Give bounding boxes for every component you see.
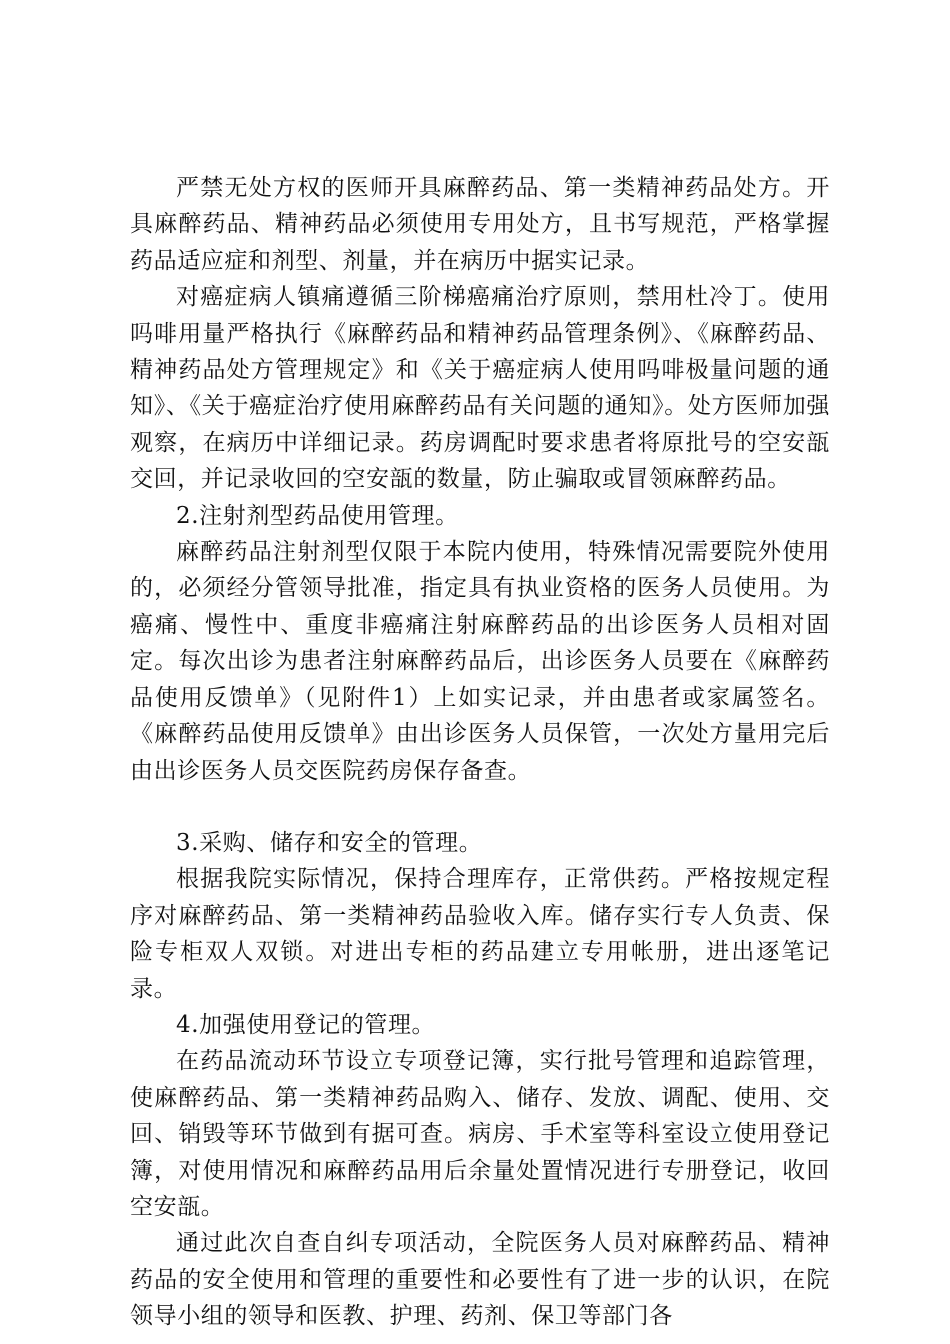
heading-injection-management: 2.注射剂型药品使用管理。 <box>176 502 459 529</box>
paragraph-summary: 通过此次自查自纠专项活动，全院医务人员对麻醉药品、精神药品的安全使用和管理的重要性和必要性有了进一步的认识，在院领导小组的领导和医教、护理、药剂、保卫等部门各 <box>130 1230 830 1330</box>
paragraph-injection-management: 麻醉药品注射剂型仅限于本院内使用，特殊情况需要院外使用的，必须经分管领导批准，指定具有执业资格的医务人员使用。为癌痛、慢性中、重度非癌痛注射麻醉药品的出诊医务人员相对固定。每次出诊为患者注射麻醉药品后，出诊医务人员要在《麻醉药品使用反馈单》（见附件1）上如实记录，并由患者或家属签名。《麻醉药品使用反馈单》由出诊医务人员保管，一次处方量用完后由出诊医务人员交医院药房保存备查。 <box>130 539 830 784</box>
paragraph-prescription-rules: 严禁无处方权的医师开具麻醉药品、第一类精神药品处方。开具麻醉药品、精神药品必须使用专用处方，且书写规范，严格掌握药品适应症和剂型、剂量，并在病历中据实记录。 <box>130 175 830 274</box>
document-body <box>130 170 830 1335</box>
paragraph-procurement-storage: 根据我院实际情况，保持合理库存，正常供药。严格按规定程序对麻醉药品、第一类精神药品验收入库。储存实行专人负责、保险专柜双人双锁。对进出专柜的药品建立专用帐册，进出逐笔记录。 <box>130 866 830 1002</box>
heading-usage-registration: 4.加强使用登记的管理。 <box>176 1011 436 1038</box>
paragraph-cancer-pain: 对癌症病人镇痛遵循三阶梯癌痛治疗原则，禁用杜冷丁。使用吗啡用量严格执行《麻醉药品和精神药品管理条例》、《麻醉药品、精神药品处方管理规定》和《关于癌症病人使用吗啡极量问题的通知》、《关于癌症治疗使用麻醉药品有关问题的通知》。处方医师加强观察，在病历中详细记录。药房调配时要求患者将原批号的空安瓿交回，并记录收回的空安瓿的数量，防止骗取或冒领麻醉药品。 <box>130 284 830 493</box>
heading-procurement-storage: 3.采购、储存和安全的管理。 <box>176 829 483 856</box>
paragraph-usage-registration: 在药品流动环节设立专项登记簿，实行批号管理和追踪管理，使麻醉药品、第一类精神药品购入、储存、发放、调配、使用、交回、销毁等环节做到有据可查。病房、手术室等科室设立使用登记簿，对使用情况和麻醉药品用后余量处置情况进行专册登记，收回空安瓿。 <box>130 1048 830 1220</box>
